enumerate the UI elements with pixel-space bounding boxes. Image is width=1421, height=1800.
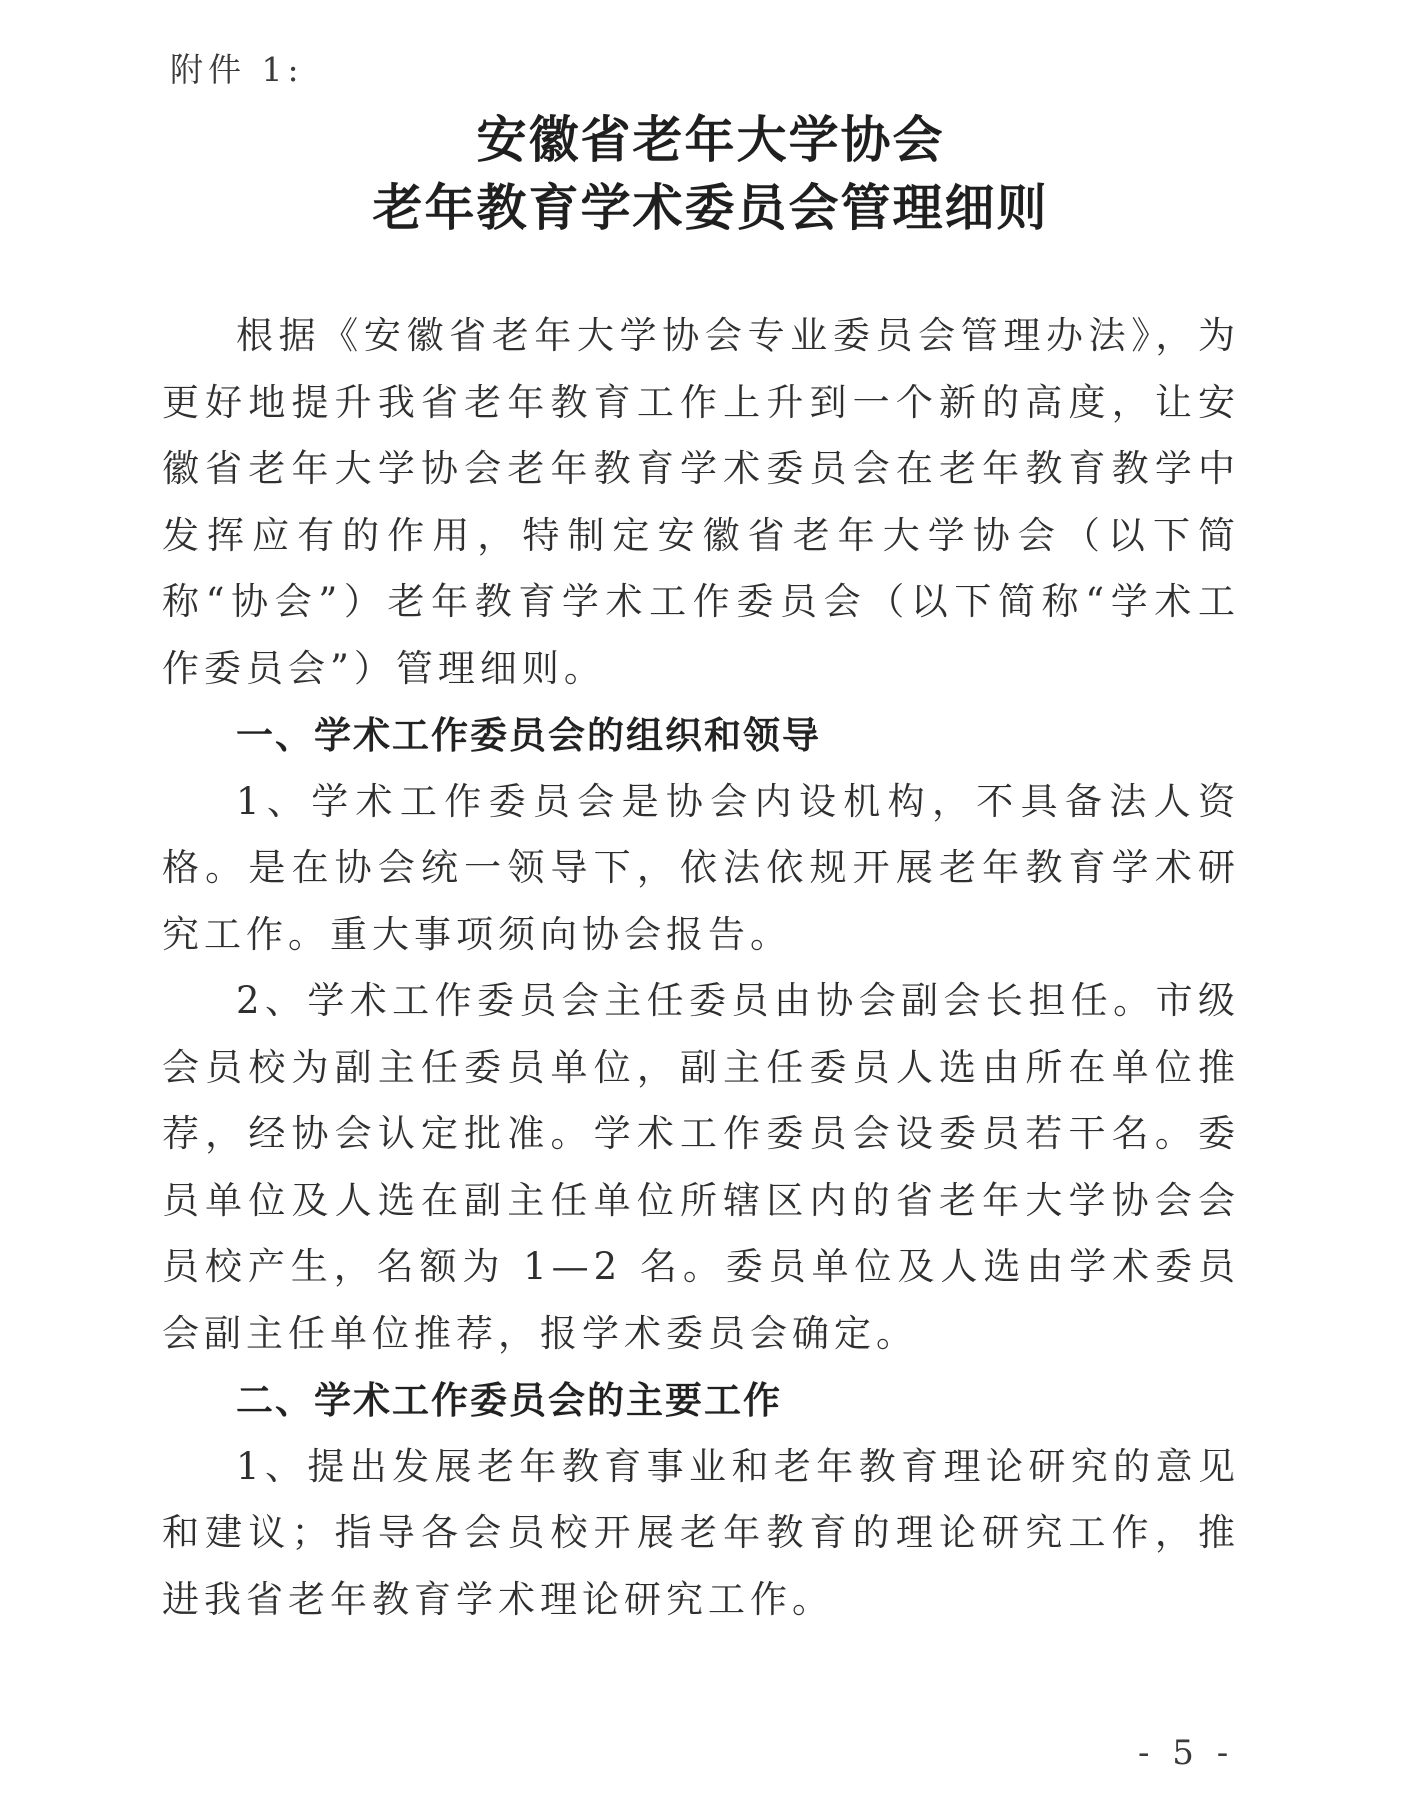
section-heading-2: 二、学术工作委员会的主要工作 — [236, 1378, 782, 1422]
document-body — [162, 303, 1240, 1633]
document-title-line-2: 老年教育学术委员会管理细则 — [372, 178, 1049, 237]
intro-paragraph: 根据《安徽省老年大学协会专业委员会管理办法》，为更好地提升我省老年教育工作上升到一个新的高度，让安徽省老年大学协会老年教育学术委员会在老年教育教学中发挥应有的作用，特制定安徽省老年大学协会（以下简称“协会”）老年教育学术工作委员会（以下简称“学术工作委员会”）管理细则。 — [162, 314, 1240, 690]
section-heading-1: 一、学术工作委员会的组织和领导 — [236, 713, 821, 757]
section-2-item-1: 1、提出发展老年教育事业和老年教育理论研究的意见和建议；指导各会员校开展老年教育的理论研究工作，推进我省老年教育学术理论研究工作。 — [162, 1444, 1240, 1621]
document-title-line-1: 安徽省老年大学协会 — [476, 110, 945, 169]
section-1-item-2: 2、学术工作委员会主任委员由协会副会长担任。市级会员校为副主任委员单位，副主任委员人选由所在单位推荐，经协会认定批准。学术工作委员会设委员若干名。委员单位及人选在副主任单位所辖区内的省老年大学协会会员校产生，名额为 1—2 名。委员单位及人选由学术委员会副主任单位推荐，报学术委员会确定。 — [162, 979, 1240, 1355]
section-1-item-1: 1、学术工作委员会是协会内设机构，不具备法人资格。是在协会统一领导下，依法依规开展老年教育学术研究工作。重大事项须向协会报告。 — [162, 779, 1240, 956]
attachment-label: 附件 1: — [170, 50, 304, 89]
page-number: - 5 - — [1138, 1733, 1235, 1773]
